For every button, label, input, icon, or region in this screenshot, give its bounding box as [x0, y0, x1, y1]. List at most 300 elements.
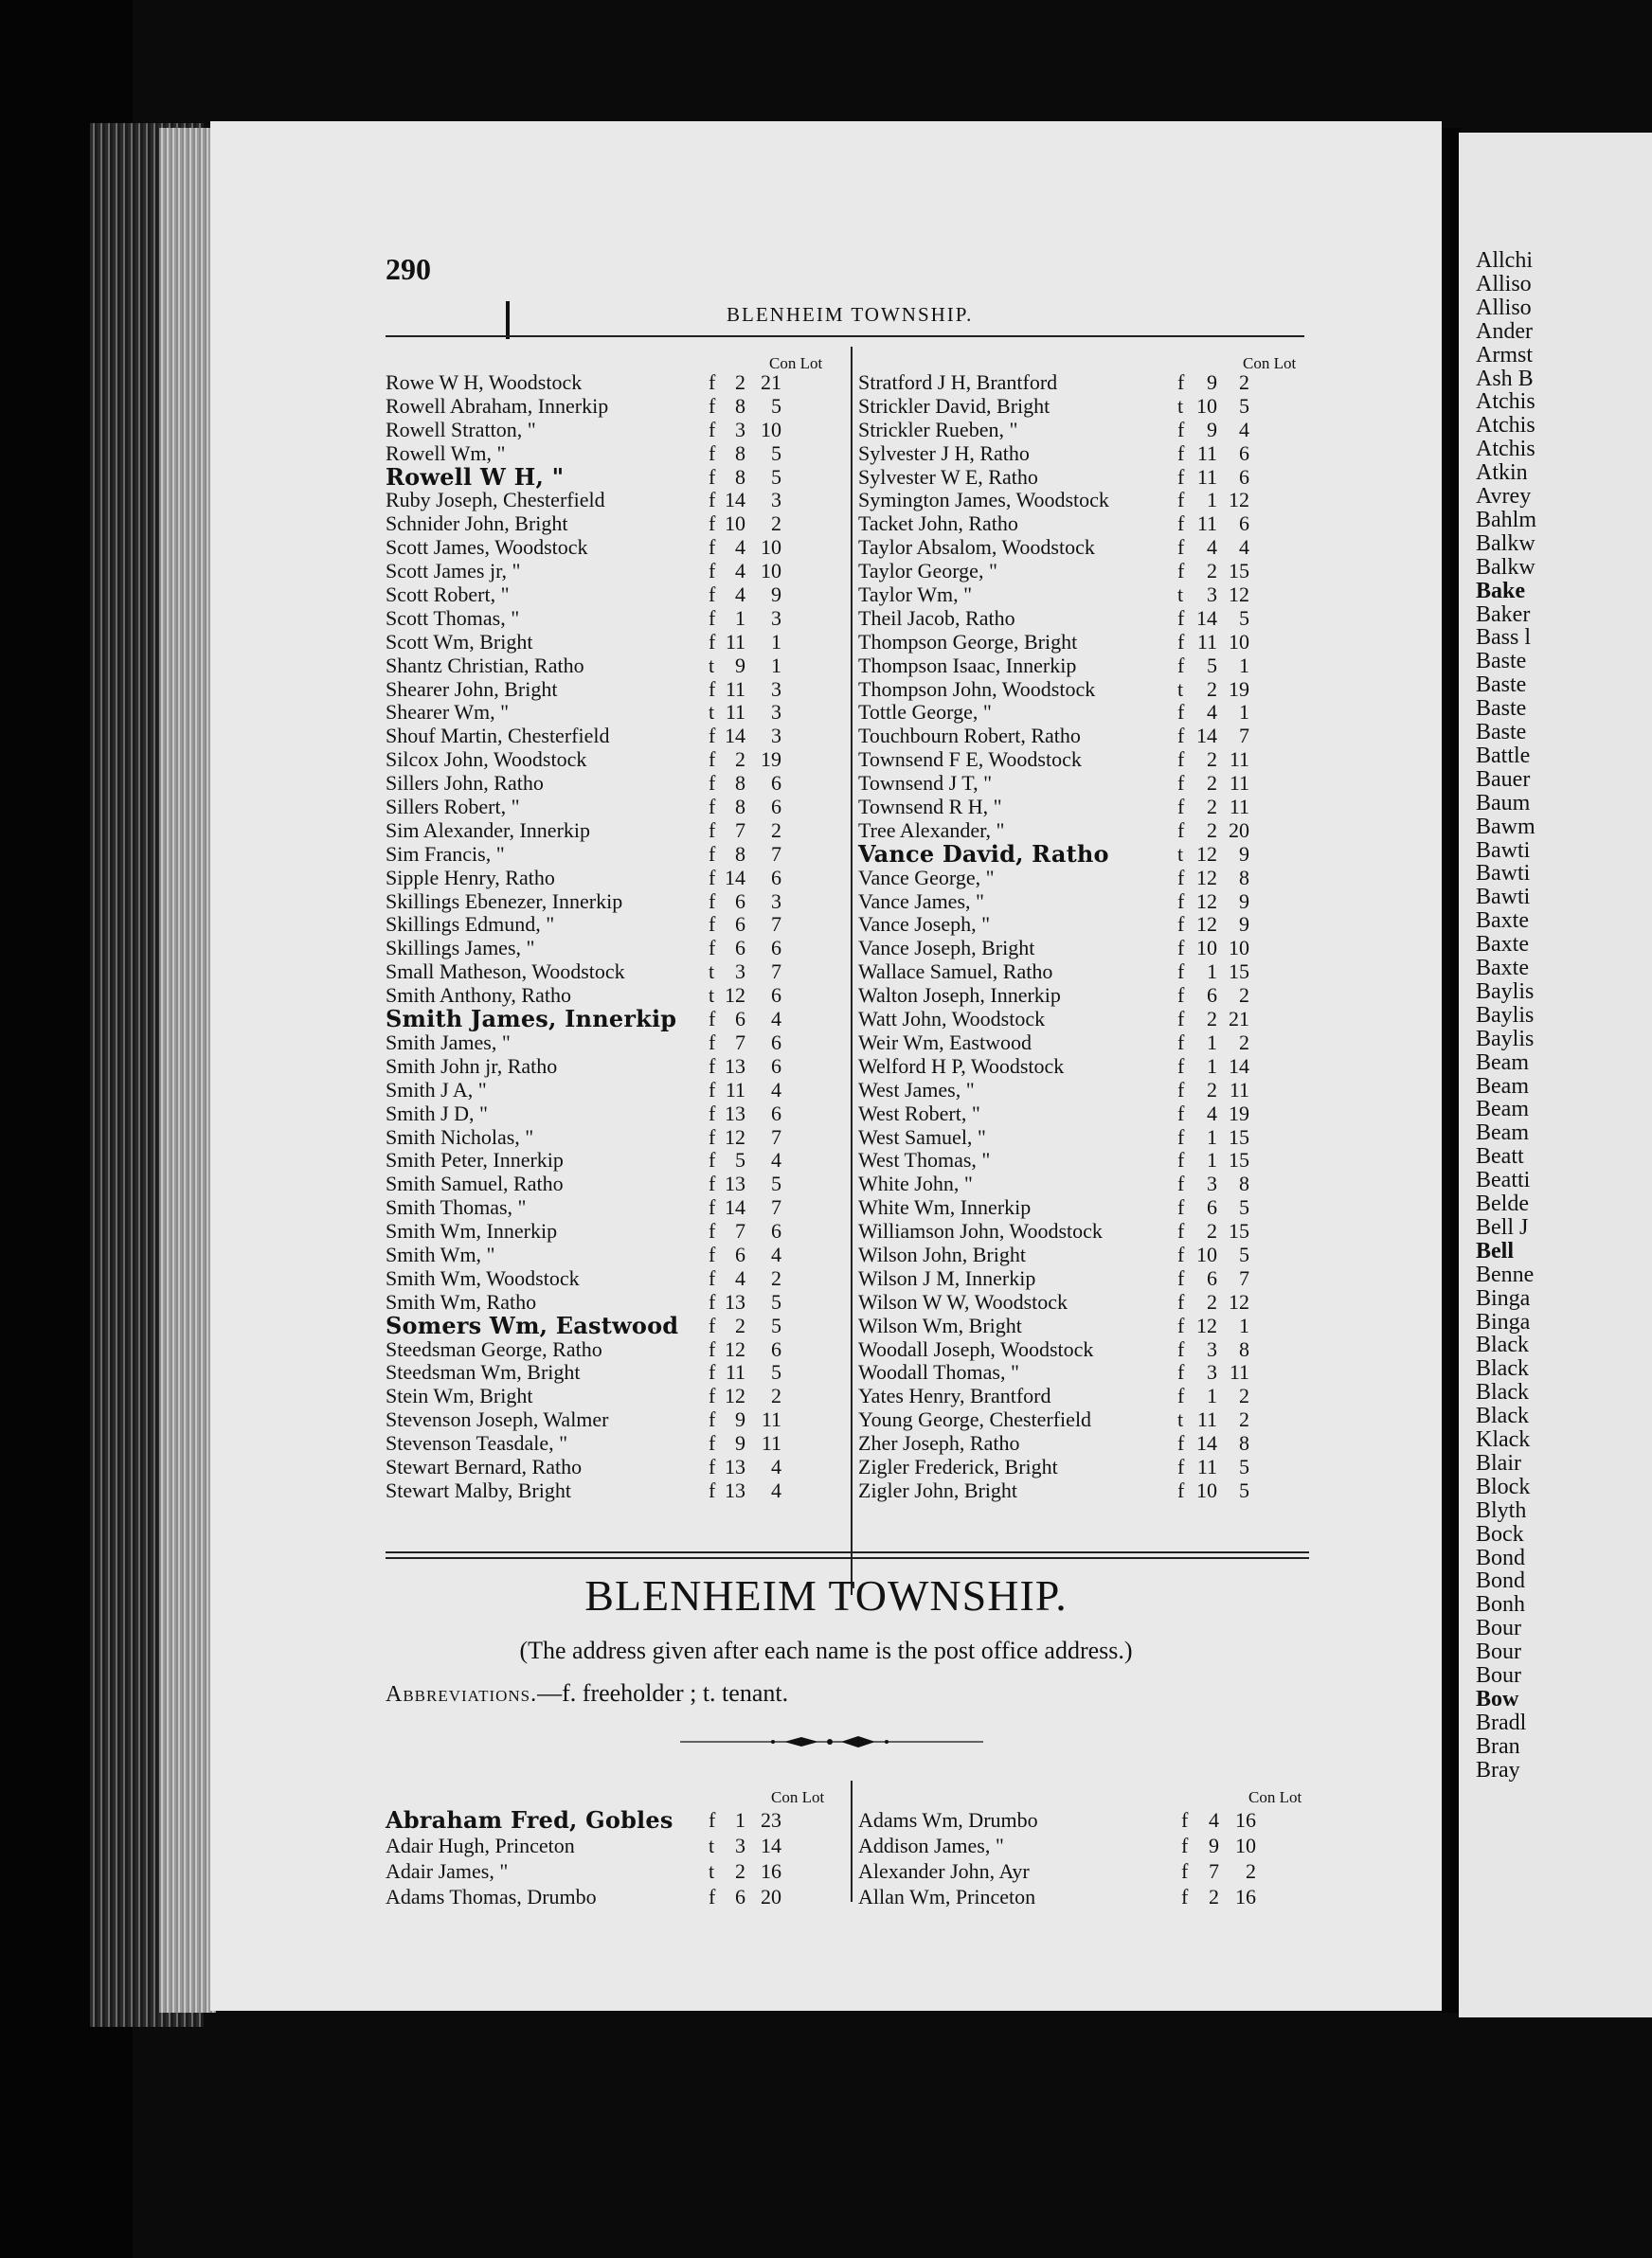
entry-name: Wilson W W, Woodstock: [858, 1289, 1068, 1314]
entry-status: f: [709, 817, 716, 842]
next-page-fragment: Balkw: [1476, 530, 1535, 556]
entry-concession: 2: [1209, 1885, 1219, 1909]
entry-status: f: [709, 417, 716, 441]
entry-name: Rowell Abraham, Innerkip: [386, 393, 609, 418]
entry-status: f: [1177, 1336, 1185, 1361]
directory-entry: [386, 1126, 850, 1150]
entry-name: Vance James, ": [858, 888, 984, 913]
entry-name: Steedsman George, Ratho: [386, 1336, 602, 1361]
entry-concession: 13: [725, 1053, 745, 1078]
entry-lot: 5: [1239, 1242, 1249, 1266]
entry-name: Shantz Christian, Ratho: [386, 653, 584, 677]
entry-name: Smith James, ": [386, 1030, 511, 1054]
entry-concession: 2: [735, 1859, 745, 1883]
next-page-fragment: Beatti: [1476, 1168, 1531, 1193]
entry-status: f: [1177, 1077, 1185, 1102]
entry-lot: 3: [771, 888, 781, 913]
next-page-fragment: Baste: [1476, 672, 1527, 698]
page-number: 290: [386, 252, 431, 286]
directory-entry: [386, 419, 850, 442]
directory-entry: [386, 1267, 850, 1291]
entry-status: f: [709, 747, 716, 772]
directory-entry: [858, 631, 1303, 654]
next-page-fragment: Bawm: [1476, 814, 1535, 839]
entry-status: f: [709, 1242, 716, 1266]
entry-lot: 6: [771, 1053, 781, 1078]
next-page-fragment: Bell: [1476, 1238, 1514, 1263]
entry-name: Townsend J T, ": [858, 771, 993, 796]
directory-entry: [858, 1055, 1303, 1079]
entry-name: Smith Peter, Innerkip: [386, 1148, 564, 1173]
entry-lot: 6: [771, 1219, 781, 1244]
directory-entry: [386, 1102, 850, 1126]
entry-name: Abraham Fred, Gobles: [386, 1806, 673, 1834]
directory-entry: [858, 937, 1303, 960]
entry-name: Zigler John, Bright: [858, 1478, 1018, 1502]
entry-name: Tottle George, ": [858, 700, 992, 725]
entry-status: f: [709, 676, 716, 701]
entry-concession: 14: [725, 865, 745, 889]
entry-status: f: [1177, 559, 1185, 583]
next-page-fragment: Armst: [1476, 342, 1533, 367]
next-page-fragment: Bour: [1476, 1640, 1521, 1665]
directory-entry: [386, 913, 850, 937]
directory-entry: [386, 1361, 850, 1385]
directory-entry: [386, 1432, 850, 1456]
entry-concession: 7: [1209, 1859, 1219, 1883]
entry-concession: 3: [1207, 582, 1217, 607]
directory-entry: [858, 1291, 1303, 1315]
directory-entry: [386, 1385, 850, 1408]
entry-status: f: [1177, 1195, 1185, 1220]
entry-concession: 4: [1207, 1101, 1217, 1125]
entry-status: t: [1177, 841, 1184, 866]
entry-lot: 2: [771, 817, 781, 842]
entry-name: Sim Francis, ": [386, 841, 505, 866]
directory-entry: [386, 631, 850, 654]
next-page-fragment: Ash B: [1476, 366, 1534, 391]
entry-status: f: [1177, 1289, 1185, 1314]
entry-lot: 2: [771, 1384, 781, 1408]
directory-entry: [858, 1315, 1303, 1338]
entry-concession: 1: [735, 605, 745, 630]
entry-concession: 9: [1209, 1834, 1219, 1857]
directory-entry: [858, 1149, 1303, 1173]
entry-concession: 6: [1207, 983, 1217, 1008]
directory-entry: [858, 512, 1303, 536]
entry-concession: 10: [1196, 393, 1217, 418]
directory-entry: [858, 583, 1303, 607]
entry-name: Symington James, Woodstock: [858, 488, 1109, 512]
entry-concession: 8: [735, 464, 745, 489]
entry-name: Townsend R H, ": [858, 795, 1002, 819]
entry-status: f: [709, 1195, 716, 1220]
next-page-fragment: Bond: [1476, 1568, 1526, 1594]
next-page-fragment: Binga: [1476, 1309, 1531, 1335]
directory-entry: [858, 1196, 1303, 1220]
entry-status: f: [1177, 464, 1185, 489]
entry-status: f: [1177, 1478, 1185, 1502]
entry-lot: 10: [761, 559, 781, 583]
next-page-fragment: Block: [1476, 1474, 1531, 1499]
entry-name: Scott Robert, ": [386, 582, 510, 607]
entry-lot: 7: [771, 1195, 781, 1220]
entry-status: f: [1177, 1384, 1185, 1408]
next-page-fragment: Ander: [1476, 318, 1533, 344]
directory-entry: [858, 960, 1303, 984]
next-page-fragment: Bock: [1476, 1521, 1524, 1547]
entry-concession: 4: [1207, 535, 1217, 560]
entry-lot: 10: [1229, 936, 1249, 960]
entry-lot: 2: [1239, 983, 1249, 1008]
entry-name: Addison James, ": [858, 1834, 1004, 1857]
entry-concession: 5: [735, 1148, 745, 1173]
abbreviations-text: —f. freeholder ; t. tenant.: [537, 1679, 789, 1707]
entry-status: f: [1177, 817, 1185, 842]
entry-name: West Thomas, ": [858, 1148, 991, 1173]
entry-lot: 14: [761, 1834, 781, 1857]
entry-name: Weir Wm, Eastwood: [858, 1030, 1032, 1054]
entry-concession: 6: [735, 1242, 745, 1266]
entry-status: t: [709, 983, 715, 1008]
entry-lot: 2: [1239, 1407, 1249, 1432]
entry-status: f: [709, 1336, 716, 1361]
entry-name: Stewart Malby, Bright: [386, 1478, 571, 1502]
next-page-fragment: Bour: [1476, 1663, 1521, 1688]
entry-name: Silcox John, Woodstock: [386, 747, 587, 772]
entry-name: Williamson John, Woodstock: [858, 1219, 1103, 1244]
entry-status: t: [709, 1834, 715, 1857]
entry-concession: 9: [1207, 417, 1217, 441]
next-page-fragment: Black: [1476, 1404, 1529, 1429]
next-page-fragment: Bour: [1476, 1616, 1521, 1641]
entry-name: Strickler Rueben, ": [858, 417, 1018, 441]
entry-name: Smith James, Innerkip: [386, 1005, 677, 1033]
entry-name: Strickler David, Bright: [858, 393, 1050, 418]
next-page-fragment: Baker: [1476, 601, 1531, 627]
entry-status: f: [1177, 747, 1185, 772]
next-page-fragment: Baste: [1476, 720, 1527, 744]
entry-status: f: [709, 535, 716, 560]
entry-lot: 4: [771, 1077, 781, 1102]
entry-status: f: [709, 1030, 716, 1054]
entry-name: Thompson John, Woodstock: [858, 676, 1096, 701]
entry-lot: 15: [1229, 1148, 1249, 1173]
double-rule-top: [386, 1551, 1309, 1553]
entry-concession: 6: [735, 912, 745, 937]
entry-concession: 11: [1196, 1407, 1217, 1432]
entry-status: f: [709, 629, 716, 654]
entry-status: f: [709, 1077, 716, 1102]
entry-lot: 5: [771, 464, 781, 489]
directory-entry: [858, 1361, 1303, 1385]
entry-status: f: [1177, 700, 1185, 725]
next-page-fragment: Beatt: [1476, 1144, 1524, 1170]
entry-name: Skillings Ebenezer, Innerkip: [386, 888, 623, 913]
directory-entry: [386, 607, 850, 631]
header-rule: [386, 335, 1304, 337]
entry-name: Scott James jr, ": [386, 559, 521, 583]
directory-entry: [386, 1173, 850, 1196]
right-col-header: Con Lot: [1243, 354, 1297, 372]
next-page-fragment: Bake: [1476, 578, 1526, 603]
entry-name: Skillings Edmund, ": [386, 912, 555, 937]
entry-concession: 10: [1196, 1478, 1217, 1502]
entry-name: Wilson Wm, Bright: [858, 1313, 1022, 1337]
entry-name: Zigler Frederick, Bright: [858, 1454, 1058, 1478]
entry-name: White Wm, Innerkip: [858, 1195, 1032, 1220]
directory-entry: [858, 984, 1303, 1008]
entry-name: Smith Anthony, Ratho: [386, 983, 571, 1008]
next-page-fragment: Bond: [1476, 1545, 1526, 1570]
directory-entry: [386, 1858, 850, 1884]
entry-lot: 11: [1229, 771, 1249, 796]
entry-status: f: [1181, 1885, 1189, 1909]
entry-status: t: [709, 653, 715, 677]
next-page-fragment: Bawti: [1476, 837, 1531, 863]
directory-entry: [858, 796, 1303, 819]
entry-name: Vance David, Ratho: [858, 839, 1109, 868]
directory-entry: [386, 1196, 850, 1220]
directory-entry: [858, 1408, 1303, 1432]
next-page-fragment: Blair: [1476, 1450, 1521, 1476]
entry-concession: 1: [1207, 1030, 1217, 1054]
directory-entry: [858, 1833, 1303, 1858]
directory-entry: [386, 701, 850, 725]
entry-status: f: [709, 1885, 716, 1909]
section-left-list: [386, 1807, 850, 1909]
entry-concession: 1: [735, 1808, 745, 1832]
entry-lot: 16: [1235, 1885, 1256, 1909]
next-page-fragment: Bran: [1476, 1733, 1520, 1759]
entry-concession: 6: [1207, 1195, 1217, 1220]
entry-name: Skillings James, ": [386, 936, 535, 960]
directory-entry: [858, 701, 1303, 725]
entry-lot: 4: [771, 1454, 781, 1478]
next-page-fragment: Bray: [1476, 1757, 1520, 1783]
next-page-fragment: Baxte: [1476, 908, 1529, 934]
entry-name: Vance Joseph, Bright: [858, 936, 1035, 960]
entry-lot: 9: [1239, 841, 1249, 866]
entry-concession: 8: [735, 795, 745, 819]
entry-name: Ruby Joseph, Chesterfield: [386, 488, 605, 512]
directory-entry: [858, 1479, 1303, 1503]
entry-concession: 6: [735, 936, 745, 960]
entry-lot: 6: [771, 1030, 781, 1054]
directory-entry: [386, 1291, 850, 1315]
entry-concession: 9: [735, 1407, 745, 1432]
entry-lot: 6: [771, 983, 781, 1008]
entry-lot: 7: [1239, 1265, 1249, 1290]
directory-entry: [858, 839, 1303, 868]
entry-concession: 2: [735, 747, 745, 772]
entry-name: Rowell Stratton, ": [386, 417, 536, 441]
entry-name: Steedsman Wm, Bright: [386, 1360, 581, 1385]
next-page-fragment: Belde: [1476, 1192, 1529, 1216]
directory-entry: [386, 960, 850, 984]
entry-concession: 2: [1207, 817, 1217, 842]
entry-concession: 11: [1196, 464, 1217, 489]
entry-name: Adair Hugh, Princeton: [386, 1834, 575, 1857]
entry-status: f: [1177, 983, 1185, 1008]
entry-name: Yates Henry, Brantford: [858, 1384, 1051, 1408]
directory-entry: [386, 1833, 850, 1858]
directory-entry: [858, 1807, 1303, 1833]
entry-lot: 14: [1229, 1053, 1249, 1078]
entry-lot: 6: [771, 795, 781, 819]
entry-lot: 4: [771, 1242, 781, 1266]
entry-name: Thompson Isaac, Innerkip: [858, 653, 1077, 677]
directory-entry: [386, 819, 850, 843]
directory-entry: [858, 772, 1303, 796]
directory-entry: [858, 1031, 1303, 1055]
entry-status: f: [1177, 1219, 1185, 1244]
entry-concession: 1: [1207, 1053, 1217, 1078]
entry-name: Smith Nicholas, ": [386, 1124, 534, 1149]
entry-concession: 1: [1207, 1148, 1217, 1173]
entry-lot: 10: [1235, 1834, 1256, 1857]
next-page-fragment: Bow: [1476, 1686, 1519, 1711]
entry-name: Theil Jacob, Ratho: [858, 605, 1015, 630]
entry-concession: 9: [735, 1431, 745, 1456]
entry-status: f: [709, 440, 716, 465]
entry-name: Smith John jr, Ratho: [386, 1053, 558, 1078]
entry-status: f: [1177, 511, 1185, 536]
entry-lot: 6: [771, 865, 781, 889]
next-page-fragment: Bell J: [1476, 1214, 1529, 1240]
next-page-fragment: Bawti: [1476, 861, 1531, 887]
entry-concession: 3: [735, 959, 745, 984]
entry-concession: 13: [725, 1101, 745, 1125]
entry-lot: 11: [761, 1431, 781, 1456]
next-page-fragment: Beam: [1476, 1097, 1529, 1122]
entry-concession: 7: [735, 817, 745, 842]
next-page-fragment: Beam: [1476, 1120, 1529, 1146]
entry-name: White John, ": [858, 1172, 973, 1196]
directory-entry: [386, 395, 850, 419]
entry-name: Smith J A, ": [386, 1077, 487, 1102]
entry-concession: 13: [725, 1478, 745, 1502]
entry-name: Stein Wm, Bright: [386, 1384, 533, 1408]
entry-name: Zher Joseph, Ratho: [858, 1431, 1020, 1456]
directory-entry: [386, 1456, 850, 1479]
entry-name: Woodall Joseph, Woodstock: [858, 1336, 1094, 1361]
page-gutter: [1442, 128, 1461, 2013]
entry-status: f: [1177, 1124, 1185, 1149]
entry-status: f: [709, 912, 716, 937]
section-title: BLENHEIM TOWNSHIP.: [584, 1571, 1068, 1620]
entry-status: f: [1177, 1242, 1185, 1266]
entry-concession: 9: [735, 653, 745, 677]
entry-concession: 13: [725, 1454, 745, 1478]
running-title: BLENHEIM TOWNSHIP.: [727, 303, 974, 326]
directory-page: [210, 121, 1442, 2011]
entry-concession: 14: [725, 1195, 745, 1220]
entry-concession: 11: [1196, 1454, 1217, 1478]
entry-concession: 14: [725, 488, 745, 512]
entry-lot: 5: [1239, 1195, 1249, 1220]
directory-entry: [386, 678, 850, 702]
entry-status: f: [709, 936, 716, 960]
entry-name: Vance Joseph, ": [858, 912, 991, 937]
entry-concession: 1: [1207, 488, 1217, 512]
entry-status: f: [1177, 440, 1185, 465]
entry-status: f: [1177, 653, 1185, 677]
entry-lot: 6: [771, 1336, 781, 1361]
entry-concession: 2: [1207, 1007, 1217, 1031]
entry-lot: 19: [1229, 1101, 1249, 1125]
entry-name: Stevenson Joseph, Walmer: [386, 1407, 609, 1432]
next-page-fragment: Black: [1476, 1380, 1529, 1406]
entry-name: Sillers John, Ratho: [386, 771, 544, 796]
entry-lot: 8: [1239, 1172, 1249, 1196]
entry-name: Stratford J H, Brantford: [858, 370, 1058, 394]
entry-name: Schnider John, Bright: [386, 511, 568, 536]
entry-concession: 14: [1196, 1431, 1217, 1456]
entry-lot: 5: [771, 1313, 781, 1337]
next-page-fragment: Binga: [1476, 1285, 1531, 1311]
entry-name: Taylor George, ": [858, 559, 997, 583]
entry-lot: 8: [1239, 865, 1249, 889]
entry-lot: 3: [771, 676, 781, 701]
directory-entry: [386, 654, 850, 678]
next-page-fragment: Alliso: [1476, 295, 1532, 320]
entry-status: t: [709, 959, 715, 984]
directory-entry: [858, 1008, 1303, 1031]
entry-name: Taylor Wm, ": [858, 582, 973, 607]
entry-lot: 3: [771, 605, 781, 630]
entry-status: f: [1177, 1053, 1185, 1078]
directory-entry: [386, 560, 850, 583]
entry-concession: 4: [1209, 1808, 1219, 1832]
directory-entry: [386, 1479, 850, 1503]
section-left-col-header: Con Lot: [771, 1788, 825, 1806]
entry-name: Rowell W H, ": [386, 462, 565, 491]
entry-concession: 2: [1207, 559, 1217, 583]
entry-status: f: [709, 771, 716, 796]
entry-lot: 1: [1239, 653, 1249, 677]
entry-status: f: [709, 1808, 716, 1832]
entry-lot: 2: [1239, 370, 1249, 394]
entry-status: f: [1177, 629, 1185, 654]
entry-concession: 2: [1207, 795, 1217, 819]
entry-status: f: [709, 582, 716, 607]
entry-lot: 2: [771, 511, 781, 536]
entry-status: f: [1181, 1808, 1189, 1832]
entry-lot: 4: [771, 1148, 781, 1173]
left-column-list: [386, 371, 850, 1503]
next-page-fragment: Baylis: [1476, 1026, 1535, 1051]
directory-entry: [858, 1456, 1303, 1479]
next-page-fragment: Baylis: [1476, 1002, 1535, 1028]
entry-concession: 3: [1207, 1336, 1217, 1361]
entry-status: f: [1177, 1431, 1185, 1456]
entry-concession: 2: [1207, 1289, 1217, 1314]
entry-lot: 6: [1239, 511, 1249, 536]
entry-concession: 12: [1196, 1313, 1217, 1337]
entry-lot: 21: [1229, 1007, 1249, 1031]
entry-name: Tacket John, Ratho: [858, 511, 1018, 536]
entry-lot: 16: [761, 1859, 781, 1883]
entry-concession: 4: [735, 582, 745, 607]
entry-concession: 12: [725, 1124, 745, 1149]
entry-lot: 7: [771, 912, 781, 937]
entry-concession: 8: [735, 771, 745, 796]
entry-lot: 6: [771, 771, 781, 796]
directory-entry: [858, 1385, 1303, 1408]
entry-status: f: [709, 559, 716, 583]
next-page-fragment: Bradl: [1476, 1710, 1527, 1735]
